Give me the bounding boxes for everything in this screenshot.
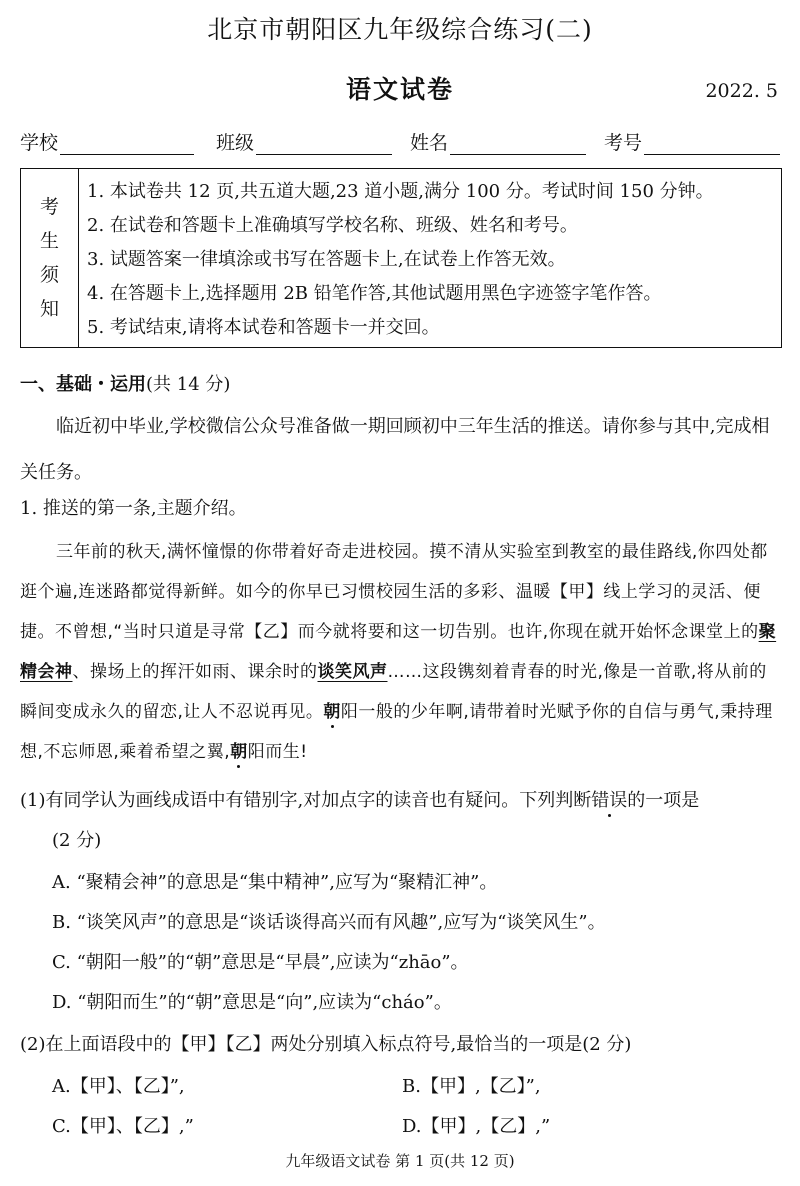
section-intro: 临近初中毕业,学校微信公众号准备做一期回顾初中三年生活的推送。请你参与其中,完成相关任务。: [20, 416, 770, 483]
option-b[interactable]: B. “谈笑风声”的意思是“谈话谈得高兴而有风趣”,应写为“谈笑风生”。: [52, 912, 606, 933]
name-input-line[interactable]: [450, 133, 586, 155]
class-input-line[interactable]: [256, 133, 392, 155]
option-b[interactable]: B.【甲】,【乙】”,: [402, 1076, 541, 1097]
passage-text: ……这段镌刻着青春的时光,像是一首歌,将从前的瞬间变成永久的留恋,让人不忍说再见。: [20, 662, 767, 722]
school-label: 学校: [20, 132, 59, 154]
notice-item: 2. 在试卷和答题卡上准确填写学校名称、班级、姓名和考号。: [87, 215, 578, 236]
question-1-2-stem: (2)在上面语段中的【甲】【乙】两处分别填入标点符号,最恰当的一项是(2 分): [20, 1034, 632, 1055]
exam-date: 2022. 5: [705, 80, 778, 102]
class-label: 班级: [216, 132, 255, 154]
page-title: 北京市朝阳区九年级综合练习(二): [207, 15, 593, 44]
option-d[interactable]: D.【甲】,【乙】,”: [402, 1116, 551, 1137]
notice-label-char: 考: [39, 196, 59, 218]
question-1-1-points: (2 分): [52, 830, 102, 851]
passage: [20, 532, 782, 772]
passage-text: 阳一般的少年啊,请带着时光赋予你的自信与勇气,秉持理想,不忘师恩,乘着希望之翼,: [20, 702, 773, 762]
notice-label-char: 须: [39, 264, 59, 286]
underlined-idiom-1: 聚精会神: [20, 622, 777, 682]
notice-label: [21, 169, 79, 347]
page-footer: 九年级语文试卷 第 1 页(共 12 页): [285, 1152, 515, 1170]
paper-subject-title: 语文试卷: [345, 75, 454, 104]
section-heading: [20, 370, 230, 396]
dotted-word: 错误: [591, 790, 628, 811]
dotted-char: 朝: [230, 742, 248, 762]
dotted-char: 朝: [323, 702, 341, 722]
exam-no-field: [604, 128, 780, 155]
notice-item: 5. 考试结束,请将本试卷和答题卡一并交回。: [87, 317, 440, 338]
school-field: [20, 128, 194, 155]
section-score: (共 14 分): [146, 374, 231, 395]
school-input-line[interactable]: [60, 133, 194, 155]
underlined-idiom-2: 谈笑风声: [317, 662, 388, 682]
passage-text: 、操场上的挥汗如雨、课余时的: [72, 662, 318, 682]
notice-item: 1. 本试卷共 12 页,共五道大题,23 道小题,满分 100 分。考试时间 150 分钟。: [87, 181, 714, 202]
exam-notice-box: [20, 168, 782, 348]
stem-text: 的一项是: [627, 790, 700, 811]
notice-item: 4. 在答题卡上,选择题用 2B 铅笔作答,其他试题用黑色字迹签字笔作答。: [87, 283, 662, 304]
name-field: [410, 128, 586, 155]
student-info-row: [20, 128, 782, 158]
notice-list: [87, 175, 775, 345]
section-title: 一、基础・运用: [20, 374, 146, 395]
question-1-title: 1. 推送的第一条,主题介绍。: [20, 498, 247, 519]
option-a[interactable]: A.【甲】、【乙】”,: [52, 1076, 185, 1097]
notice-label-char: 生: [39, 230, 59, 252]
notice-label-char: 知: [39, 298, 59, 320]
passage-text: 三年前的秋天,满怀憧憬的你带着好奇走进校园。摸不清从实验室到教室的最佳路线,你四处都逛个遍,连迷路都觉得新鲜。如今的你早已习惯校园生活的多彩、温暖【甲】线上学习的灵活、便捷。不曾想,“当时只道是寻常【乙】而今就将要和这一切告别。也许,你现在就开始怀念课堂上的: [20, 542, 768, 642]
option-a[interactable]: A. “聚精会神”的意思是“集中精神”,应写为“聚精汇神”。: [52, 872, 498, 893]
name-label: 姓名: [410, 132, 449, 154]
option-d[interactable]: D. “朝阳而生”的“朝”意思是“向”,应读为“cháo”。: [52, 992, 452, 1013]
class-field: [216, 128, 392, 155]
question-1-1-stem: [20, 786, 699, 812]
exam-no-input-line[interactable]: [644, 133, 780, 155]
stem-text: (1)有同学认为画线成语中有错别字,对加点字的读音也有疑问。下列判断: [20, 790, 592, 811]
option-c[interactable]: C.【甲】、【乙】,”: [52, 1116, 194, 1137]
notice-item: 3. 试题答案一律填涂或书写在答题卡上,在试卷上作答无效。: [87, 249, 566, 270]
option-c[interactable]: C. “朝阳一般”的“朝”意思是“早晨”,应读为“zhāo”。: [52, 952, 469, 973]
exam-no-label: 考号: [604, 132, 643, 154]
passage-text: 阳而生!: [247, 742, 308, 762]
